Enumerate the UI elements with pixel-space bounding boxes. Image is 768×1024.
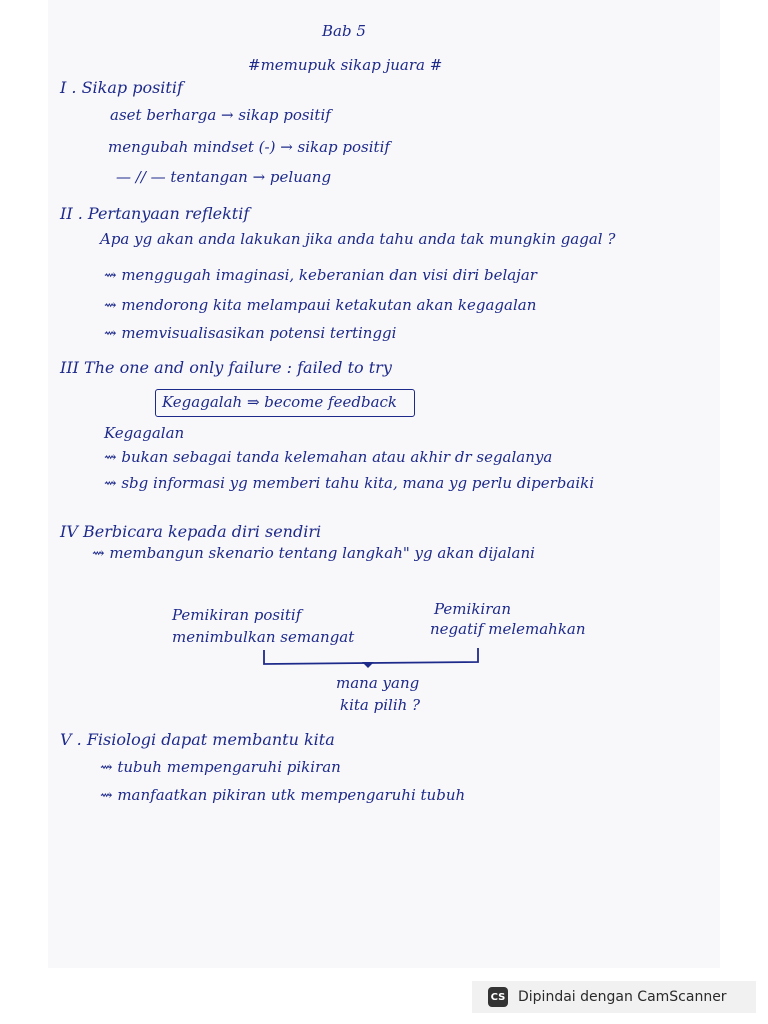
camscanner-watermark xyxy=(472,981,756,1013)
feedback-box-text: Kegagalah ⇒ become feedback xyxy=(162,393,397,411)
choice-question-line: kita pilih ? xyxy=(340,696,421,714)
chapter-title: Bab 5 xyxy=(322,22,366,40)
section-4-bullet: ⇝ membangun skenario tentang langkah" yg akan dijalani xyxy=(92,544,535,562)
section-5-bullet: ⇝ manfaatkan pikiran utk mempengaruhi tubuh xyxy=(100,786,466,804)
positive-thought-effect: menimbulkan semangat xyxy=(172,628,355,646)
chapter-subtitle: #memupuk sikap juara # xyxy=(248,56,443,74)
choice-bracket xyxy=(258,648,488,672)
section-3-heading: III The one and only failure : failed to try xyxy=(60,358,392,377)
section-5-bullet: ⇝ tubuh mempengaruhi pikiran xyxy=(100,758,341,776)
section-1-line: mengubah mindset (-) → sikap positif xyxy=(108,138,390,156)
section-4-heading: IV Berbicara kepada diri sendiri xyxy=(60,522,322,541)
section-5-heading: V . Fisiologi dapat membantu kita xyxy=(60,730,335,749)
negative-thought-label: Pemikiran xyxy=(434,600,511,618)
section-3-bullet: ⇝ bukan sebagai tanda kelemahan atau akhir dr segalanya xyxy=(104,448,553,466)
section-1-heading: I . Sikap positif xyxy=(60,78,183,97)
section-2-question: Apa yg akan anda lakukan jika anda tahu anda tak mungkin gagal ? xyxy=(100,230,616,248)
negative-thought-effect: negatif melemahkan xyxy=(430,620,586,638)
section-3-subheading: Kegagalan xyxy=(104,424,185,442)
section-3-bullet: ⇝ sbg informasi yg memberi tahu kita, mana yg perlu diperbaiki xyxy=(104,474,595,492)
section-1-line: aset berharga → sikap positif xyxy=(110,106,331,124)
section-2-bullet: ⇝ mendorong kita melampaui ketakutan akan kegagalan xyxy=(104,296,537,314)
choice-question-line: mana yang xyxy=(336,674,420,692)
camscanner-text: Dipindai dengan CamScanner xyxy=(518,989,727,1005)
positive-thought-label: Pemikiran positif xyxy=(172,606,302,624)
section-2-heading: II . Pertanyaan reflektif xyxy=(60,204,250,223)
feedback-box xyxy=(155,389,415,417)
camscanner-logo-icon: CS xyxy=(488,987,508,1007)
section-2-bullet: ⇝ menggugah imaginasi, keberanian dan visi diri belajar xyxy=(104,266,537,284)
section-1-line: — // — tentangan → peluang xyxy=(116,168,332,186)
section-2-bullet: ⇝ memvisualisasikan potensi tertinggi xyxy=(104,324,397,342)
